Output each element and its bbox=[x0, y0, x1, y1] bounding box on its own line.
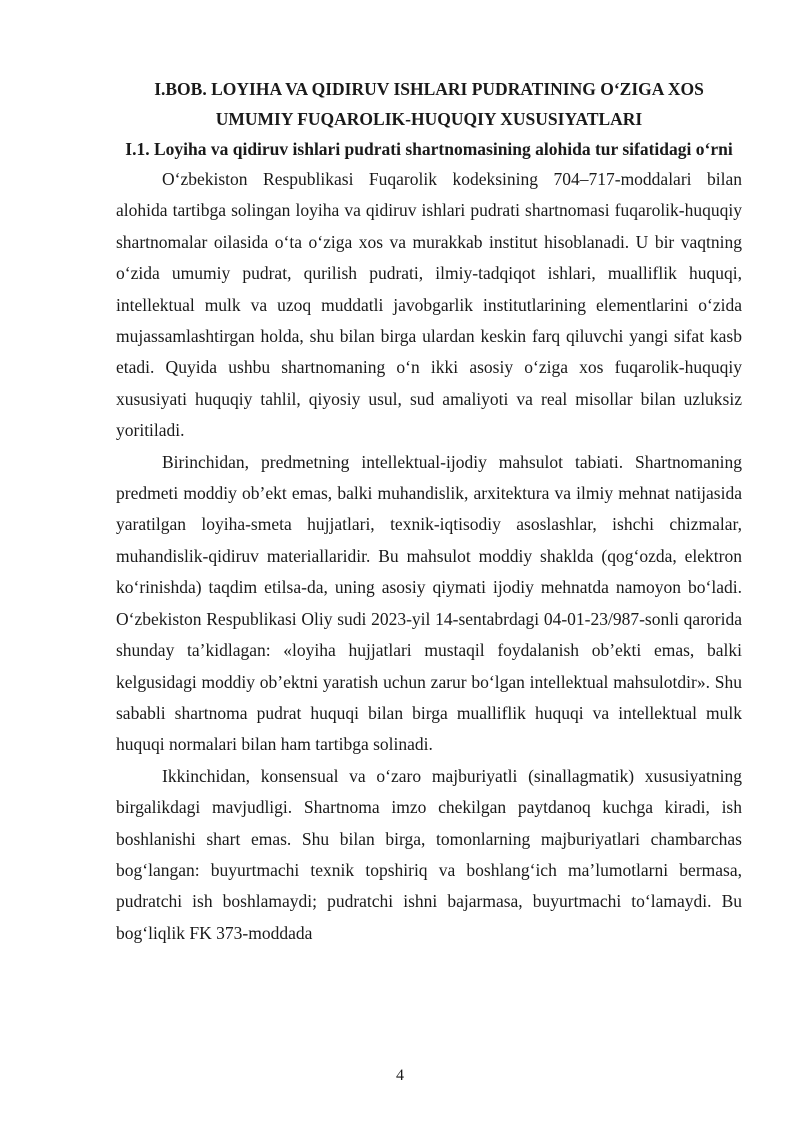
paragraph-first-feature: Birinchidan, predmetning intellektual-ijodiy mahsulot tabiati. Shartnomaning predmeti moddiy ob’ekt emas, balki muhandislik, arxitektura va ilmiy mehnat natijasida yaratilgan loyiha-smeta hujjatlari, texnik-iqtisodiy asoslashlar, ishchi chizmalar, muhandislik-qidiruv materiallaridir. Bu mahsulot moddiy shaklda (qog‘ozda, elektron ko‘rinishda) taqdim etilsa-da, uning asosiy qiymati ijodiy mehnatda namoyon bo‘ladi. O‘zbekiston Respublikasi Oliy sudi 2023-yil 14-sentabrdagi 04-01-23/987-sonli qarorida shunday ta’kidlagan: «loyiha hujjatlari mustaqil foydalanish ob’ekti emas, balki kelgusidagi moddiy ob’ektni yaratish uchun zarur bo‘lgan intellektual mahsulotdir». Shu sababli shartnoma pudrat huquqi bilan birga mualliflik huquqi va intellektual mulk huquqi normalari bilan ham tartibga solinadi. bbox=[116, 451, 742, 755]
section-title: I.1. Loyiha va qidiruv ishlari pudrati shartnomasining alohida tur sifatidagi o‘rni bbox=[125, 139, 733, 159]
page-number: 4 bbox=[396, 1067, 404, 1084]
chapter-title: I.BOB. LOYIHA VA QIDIRUV ISHLARI PUDRATINING O‘ZIGA XOS UMUMIY FUQAROLIK-HUQUQIY XUSUSIYATLARI bbox=[154, 79, 704, 129]
paragraph-second-feature: Ikkinchidan, konsensual va o‘zaro majburiyatli (sinallagmatik) xususiyatning birgalikdagi mavjudligi. Shartnoma imzo chekilgan paytdanoq kuchga kiradi, ish boshlanishi shart emas. Shu bilan birga, tomonlarning majburiyatlari chambarchas bog‘langan: buyurtmachi texnik topshiriq va boshlang‘ich ma’lumotlarni bermasa, pudratchi ish boshlamaydi; pudratchi ishni bajarmasa, buyurtmachi to‘lamaydi. Bu bog‘liqlik FK 373-moddada bbox=[116, 765, 742, 943]
paragraph-intro: O‘zbekiston Respublikasi Fuqarolik kodeksining 704–717-moddalari bilan alohida tartibga solingan loyiha va qidiruv ishlari pudrati shartnomasi fuqarolik-huquqiy shartnomalar oilasida o‘ta o‘ziga xos va murakkab institut hisoblanadi. U bir vaqtning o‘zida umumiy pudrat, qurilish pudrati, ilmiy-tadqiqot ishlari, mualliflik huquqi, intellektual mulk va uzoq muddatli javobgarlik institutlarining elementlarini o‘zida mujassamlashtirgan holda, shu bilan birga ulardan keskin farq qiluvchi yangi sifat kasb etadi. Quyida ushbu shartnomaning o‘n ikki asosiy o‘ziga xos fuqarolik-huquqiy xususiyati huquqiy tahlil, qiyosiy usul, sud amaliyoti va real misollar bilan uzluksiz yoritiladi. bbox=[116, 169, 742, 441]
document-page bbox=[116, 0, 742, 949]
